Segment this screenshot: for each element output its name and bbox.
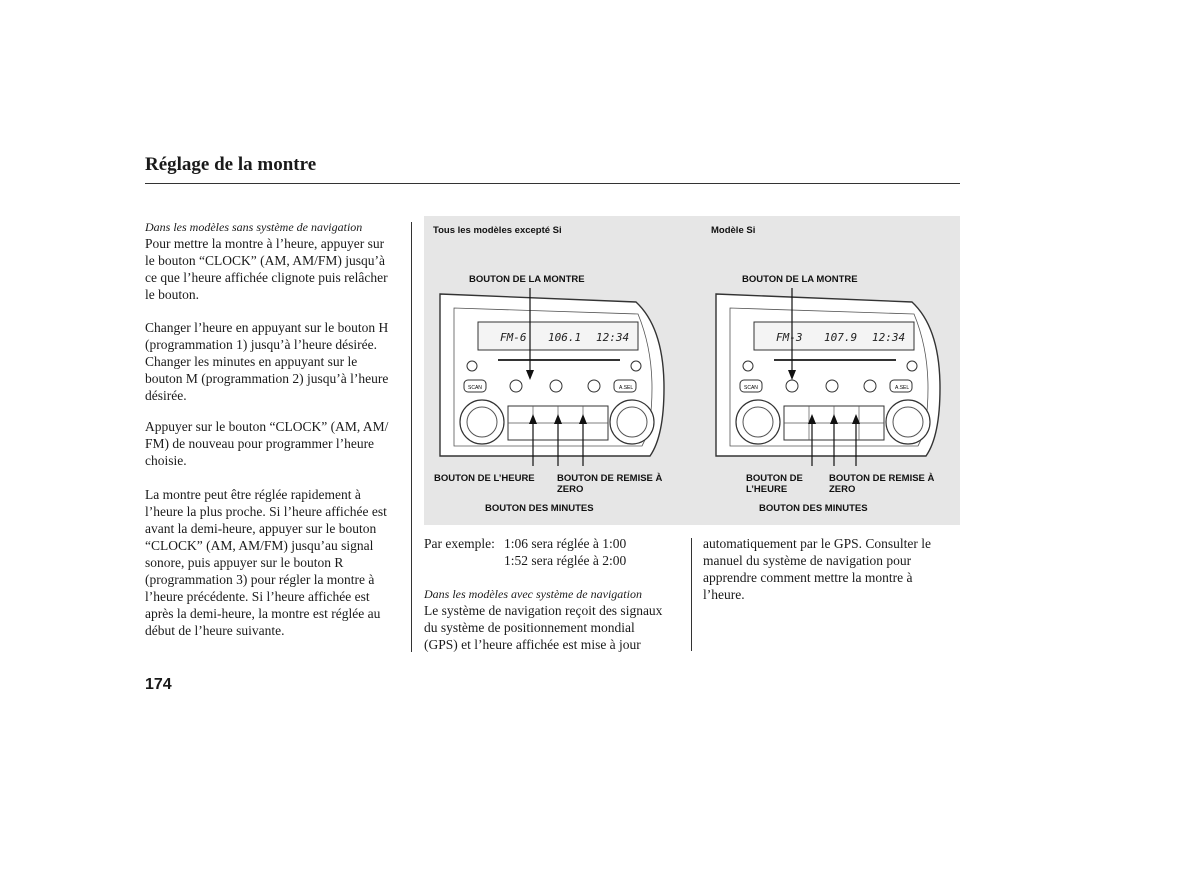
right-reset-button-label: BOUTON DE REMISE À ZERO xyxy=(829,473,935,495)
right-radio-illustration xyxy=(714,288,944,466)
left-lcd-time: 12:34 xyxy=(596,331,630,344)
column-divider-right xyxy=(691,538,692,651)
left-lcd-frequency: 106.1 xyxy=(548,331,582,344)
left-scan-button: SCAN xyxy=(468,385,482,391)
radio-figure xyxy=(424,216,960,525)
page-title: Réglage de la montre xyxy=(145,154,317,175)
right-scan-button: SCAN xyxy=(744,385,758,391)
right-hour-button-label: BOUTON DE L’HEURE xyxy=(746,473,803,495)
right-clock-button-label: BOUTON DE LA MONTRE xyxy=(742,274,858,285)
left-para-4: La montre peut être réglée rapidement à l’heure la plus proche. Si l’heure affichée est avant la demi-heure, appuyer sur le bouton “CLOCK” (AM, AM/FM) jusqu’au signal sonore, puis appuyer sur le bouton R (programmation 3) pour régler la montre à l’heure précédente. Si l’heure affichée est après la demi-heure, la montre est réglée au début de l’heure suivante. xyxy=(145,487,387,638)
left-radio-illustration xyxy=(438,288,668,466)
example-line-2: 1:52 sera réglée à 2:00 xyxy=(504,553,627,568)
middle-para: Le système de navigation reçoit des signaux du système de positionnement mondial (GPS) et l’heure affichée est mise à jour xyxy=(424,603,663,652)
example-label: Par exemple: xyxy=(424,536,495,551)
left-lcd-band: FM-6 xyxy=(500,331,527,344)
figure-caption-left: Tous les modèles excepté Si xyxy=(433,225,562,236)
right-lcd-time: 12:34 xyxy=(872,331,906,344)
middle-subtitle: Dans les modèles avec système de navigation xyxy=(424,587,642,601)
right-para: automatiquement par le GPS. Consulter le manuel du système de navigation pour apprendre comment mettre la montre à l’heure. xyxy=(703,536,931,602)
left-para-1: Pour mettre la montre à l’heure, appuyer sur le bouton “CLOCK” (AM, AM/FM) jusqu’à ce que l’heure affichée clignote puis relâcher le bouton. xyxy=(145,236,388,302)
left-para-3: Appuyer sur le bouton “CLOCK” (AM, AM/ FM) de nouveau pour programmer l’heure choisie. xyxy=(145,419,389,468)
left-asel-button: A.SEL xyxy=(619,385,634,391)
right-lcd-band: FM-3 xyxy=(776,331,803,344)
left-clock-button-label: BOUTON DE LA MONTRE xyxy=(469,274,585,285)
left-hour-button-label: BOUTON DE L’HEURE xyxy=(434,473,535,484)
right-lcd-frequency: 107.9 xyxy=(824,331,858,344)
left-reset-button-label: BOUTON DE REMISE À ZERO xyxy=(557,473,663,495)
right-asel-button: A.SEL xyxy=(895,385,910,391)
column-divider-left xyxy=(411,222,412,652)
title-rule xyxy=(145,183,960,184)
right-minutes-button-label: BOUTON DES MINUTES xyxy=(759,503,868,514)
left-para-2: Changer l’heure en appuyant sur le bouton H (programmation 1) jusqu’à l’heure désirée. Changer les minutes en appuyant sur le bouton M (programmation 2) jusqu’à l’heure désirée. xyxy=(145,320,389,403)
figure-caption-right: Modèle Si xyxy=(711,225,756,236)
example-line-1: 1:06 sera réglée à 1:00 xyxy=(504,536,627,551)
page-number: 174 xyxy=(145,676,172,693)
left-minutes-button-label: BOUTON DES MINUTES xyxy=(485,503,594,514)
left-subtitle: Dans les modèles sans système de navigation xyxy=(145,220,363,234)
